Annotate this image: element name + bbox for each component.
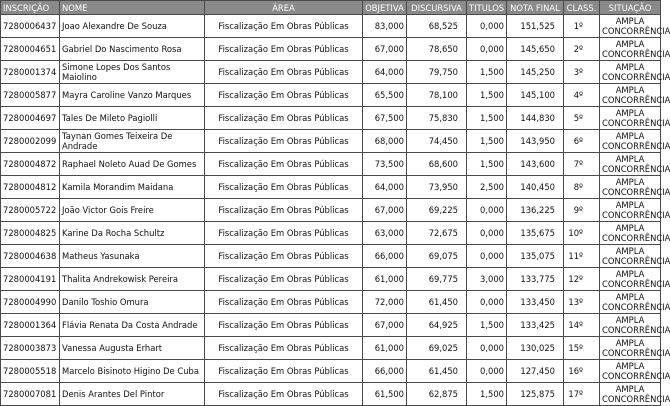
header-inscricao: INSCRIÇÃO [1,1,60,15]
cell-inscricao: 7280005722 [1,199,60,222]
cell-nome: Kamila Morandim Maidana [60,176,205,199]
cell-objetiva: 66,000 [363,245,407,268]
cell-nome: Denis Arantes Del Pintor [60,383,205,406]
cell-area: Fiscalização Em Obras Públicas [205,360,363,383]
cell-area: Fiscalização Em Obras Públicas [205,291,363,314]
cell-classificacao: 5º [564,107,600,130]
cell-classificacao: 14º [564,314,600,337]
cell-area: Fiscalização Em Obras Públicas [205,15,363,38]
cell-nome: Taynan Gomes Teixeira De Andrade [60,130,205,153]
cell-classificacao: 12º [564,268,600,291]
cell-titulos: 0,000 [467,15,507,38]
cell-objetiva: 63,000 [363,222,407,245]
cell-area: Fiscalização Em Obras Públicas [205,337,363,360]
cell-classificacao: 15º [564,337,600,360]
cell-titulos: 3,000 [467,268,507,291]
cell-inscricao: 7280004872 [1,153,60,176]
cell-discursiva: 61,450 [407,291,467,314]
cell-titulos: 1,500 [467,130,507,153]
cell-discursiva: 69,225 [407,199,467,222]
cell-objetiva: 67,000 [363,38,407,61]
header-row [1,1,661,15]
cell-discursiva: 79,750 [407,61,467,84]
cell-objetiva: 64,000 [363,176,407,199]
table-row [1,107,661,130]
cell-situacao: AMPLA CONCORRÊNCIA [600,291,661,314]
cell-nome: Danilo Toshio Omura [60,291,205,314]
cell-nota-final: 145,650 [507,38,564,61]
cell-classificacao: 11º [564,245,600,268]
cell-objetiva: 66,000 [363,360,407,383]
cell-nome: Vanessa Augusta Erhart [60,337,205,360]
cell-discursiva: 62,875 [407,383,467,406]
table-row [1,15,661,38]
cell-titulos: 1,500 [467,107,507,130]
cell-classificacao: 13º [564,291,600,314]
header-objetiva: OBJETIVA [363,1,407,15]
cell-situacao: AMPLA CONCORRÊNCIA [600,383,661,406]
cell-nome: Raphael Noleto Auad De Gomes [60,153,205,176]
cell-discursiva: 69,075 [407,245,467,268]
cell-nome: Simone Lopes Dos Santos Maiolino [60,61,205,84]
cell-classificacao: 7º [564,153,600,176]
cell-area: Fiscalização Em Obras Públicas [205,153,363,176]
cell-objetiva: 67,000 [363,199,407,222]
table-row [1,291,661,314]
cell-nome: Marcelo Bisinoto Higino De Cuba [60,360,205,383]
header-nome: NOME [60,1,205,15]
cell-nome: Karine Da Rocha Schultz [60,222,205,245]
cell-situacao: AMPLA CONCORRÊNCIA [600,245,661,268]
cell-nota-final: 125,875 [507,383,564,406]
cell-inscricao: 7280005518 [1,360,60,383]
cell-discursiva: 61,450 [407,360,467,383]
cell-area: Fiscalização Em Obras Públicas [205,245,363,268]
cell-situacao: AMPLA CONCORRÊNCIA [600,130,661,153]
cell-area: Fiscalização Em Obras Públicas [205,61,363,84]
cell-discursiva: 68,600 [407,153,467,176]
cell-nota-final: 130,025 [507,337,564,360]
cell-objetiva: 73,500 [363,153,407,176]
cell-nota-final: 144,830 [507,107,564,130]
cell-inscricao: 7280006437 [1,15,60,38]
cell-nota-final: 135,675 [507,222,564,245]
cell-inscricao: 7280004825 [1,222,60,245]
cell-classificacao: 2º [564,38,600,61]
cell-objetiva: 61,000 [363,337,407,360]
cell-nome: Thalita Andrekowisk Pereira [60,268,205,291]
cell-inscricao: 7280004191 [1,268,60,291]
cell-inscricao: 7280002099 [1,130,60,153]
header-classificacao: CLASS. [564,1,600,15]
cell-titulos: 1,500 [467,383,507,406]
table-row [1,245,661,268]
cell-inscricao: 7280004651 [1,38,60,61]
cell-titulos: 0,000 [467,38,507,61]
cell-nota-final: 127,450 [507,360,564,383]
table-row [1,199,661,222]
cell-situacao: AMPLA CONCORRÊNCIA [600,199,661,222]
cell-classificacao: 3º [564,61,600,84]
cell-nota-final: 140,450 [507,176,564,199]
cell-discursiva: 78,650 [407,38,467,61]
header-area: ÁREA [205,1,363,15]
cell-area: Fiscalização Em Obras Públicas [205,38,363,61]
cell-discursiva: 73,950 [407,176,467,199]
cell-area: Fiscalização Em Obras Públicas [205,199,363,222]
cell-discursiva: 78,100 [407,84,467,107]
cell-situacao: AMPLA CONCORRÊNCIA [600,314,661,337]
cell-inscricao: 7280001364 [1,314,60,337]
table-body [1,15,670,406]
cell-objetiva: 61,000 [363,268,407,291]
cell-classificacao: 9º [564,199,600,222]
cell-situacao: AMPLA CONCORRÊNCIA [600,15,661,38]
cell-area: Fiscalização Em Obras Públicas [205,84,363,107]
cell-area: Fiscalização Em Obras Públicas [205,130,363,153]
cell-objetiva: 83,000 [363,15,407,38]
cell-inscricao: 7280004990 [1,291,60,314]
cell-titulos: 0,000 [467,291,507,314]
cell-objetiva: 67,000 [363,314,407,337]
cell-objetiva: 67,500 [363,107,407,130]
cell-titulos: 0,000 [467,360,507,383]
cell-titulos: 2,500 [467,176,507,199]
cell-titulos: 0,000 [467,337,507,360]
cell-inscricao: 7280004697 [1,107,60,130]
cell-discursiva: 75,830 [407,107,467,130]
cell-titulos: 1,500 [467,61,507,84]
cell-titulos: 0,000 [467,199,507,222]
cell-area: Fiscalização Em Obras Públicas [205,222,363,245]
cell-objetiva: 65,500 [363,84,407,107]
header-situacao: SITUAÇÃO [600,1,661,15]
cell-classificacao: 6º [564,130,600,153]
cell-discursiva: 74,450 [407,130,467,153]
cell-titulos: 1,500 [467,314,507,337]
cell-titulos: 0,000 [467,245,507,268]
cell-titulos: 0,000 [467,222,507,245]
cell-situacao: AMPLA CONCORRÊNCIA [600,222,661,245]
cell-classificacao: 8º [564,176,600,199]
header-discursiva: DISCURSIVA [407,1,467,15]
cell-area: Fiscalização Em Obras Públicas [205,176,363,199]
cell-nota-final: 136,225 [507,199,564,222]
table-row [1,383,661,406]
cell-nota-final: 133,775 [507,268,564,291]
cell-nota-final: 143,600 [507,153,564,176]
cell-nota-final: 151,525 [507,15,564,38]
cell-classificacao: 1º [564,15,600,38]
cell-nota-final: 145,100 [507,84,564,107]
header-titulos: TITULOS [467,1,507,15]
cell-situacao: AMPLA CONCORRÊNCIA [600,153,661,176]
cell-area: Fiscalização Em Obras Públicas [205,314,363,337]
cell-situacao: AMPLA CONCORRÊNCIA [600,38,661,61]
cell-inscricao: 7280003873 [1,337,60,360]
cell-situacao: AMPLA CONCORRÊNCIA [600,61,661,84]
cell-area: Fiscalização Em Obras Públicas [205,107,363,130]
cell-nome: Matheus Yasunaka [60,245,205,268]
cell-inscricao: 7280001374 [1,61,60,84]
table-row [1,153,661,176]
cell-inscricao: 7280004812 [1,176,60,199]
cell-situacao: AMPLA CONCORRÊNCIA [600,84,661,107]
cell-nota-final: 143,950 [507,130,564,153]
cell-titulos: 1,500 [467,153,507,176]
cell-classificacao: 17º [564,383,600,406]
table-row [1,84,661,107]
table-row [1,314,661,337]
cell-discursiva: 72,675 [407,222,467,245]
cell-nome: João Victor Gois Freire [60,199,205,222]
cell-nome: Joao Alexandre De Souza [60,15,205,38]
cell-inscricao: 7280005877 [1,84,60,107]
cell-classificacao: 16º [564,360,600,383]
cell-objetiva: 68,000 [363,130,407,153]
cell-situacao: AMPLA CONCORRÊNCIA [600,337,661,360]
cell-nota-final: 135,075 [507,245,564,268]
cell-area: Fiscalização Em Obras Públicas [205,383,363,406]
table-row [1,176,661,199]
cell-discursiva: 69,775 [407,268,467,291]
cell-nome: Tales De Mileto Pagiolli [60,107,205,130]
cell-inscricao: 7280004638 [1,245,60,268]
cell-objetiva: 64,000 [363,61,407,84]
table-row [1,222,661,245]
cell-discursiva: 69,025 [407,337,467,360]
table-row [1,38,661,61]
cell-nome: Gabriel Do Nascimento Rosa [60,38,205,61]
cell-objetiva: 72,000 [363,291,407,314]
table-row [1,337,661,360]
cell-classificacao: 10º [564,222,600,245]
cell-nota-final: 133,425 [507,314,564,337]
cell-discursiva: 64,925 [407,314,467,337]
cell-inscricao: 7280007081 [1,383,60,406]
cell-objetiva: 61,500 [363,383,407,406]
cell-area: Fiscalização Em Obras Públicas [205,268,363,291]
table-row [1,268,661,291]
cell-titulos: 1,500 [467,84,507,107]
table-row [1,360,661,383]
cell-situacao: AMPLA CONCORRÊNCIA [600,360,661,383]
cell-nota-final: 133,450 [507,291,564,314]
header-nota-final: NOTA FINAL [507,1,564,15]
table-row [1,130,661,153]
cell-nome: Mayra Caroline Vanzo Marques [60,84,205,107]
cell-situacao: AMPLA CONCORRÊNCIA [600,176,661,199]
cell-situacao: AMPLA CONCORRÊNCIA [600,268,661,291]
cell-nome: Flávia Renata Da Costa Andrade [60,314,205,337]
cell-nota-final: 145,250 [507,61,564,84]
cell-situacao: AMPLA CONCORRÊNCIA [600,107,661,130]
cell-classificacao: 4º [564,84,600,107]
cell-discursiva: 68,525 [407,15,467,38]
table-row [1,61,661,84]
